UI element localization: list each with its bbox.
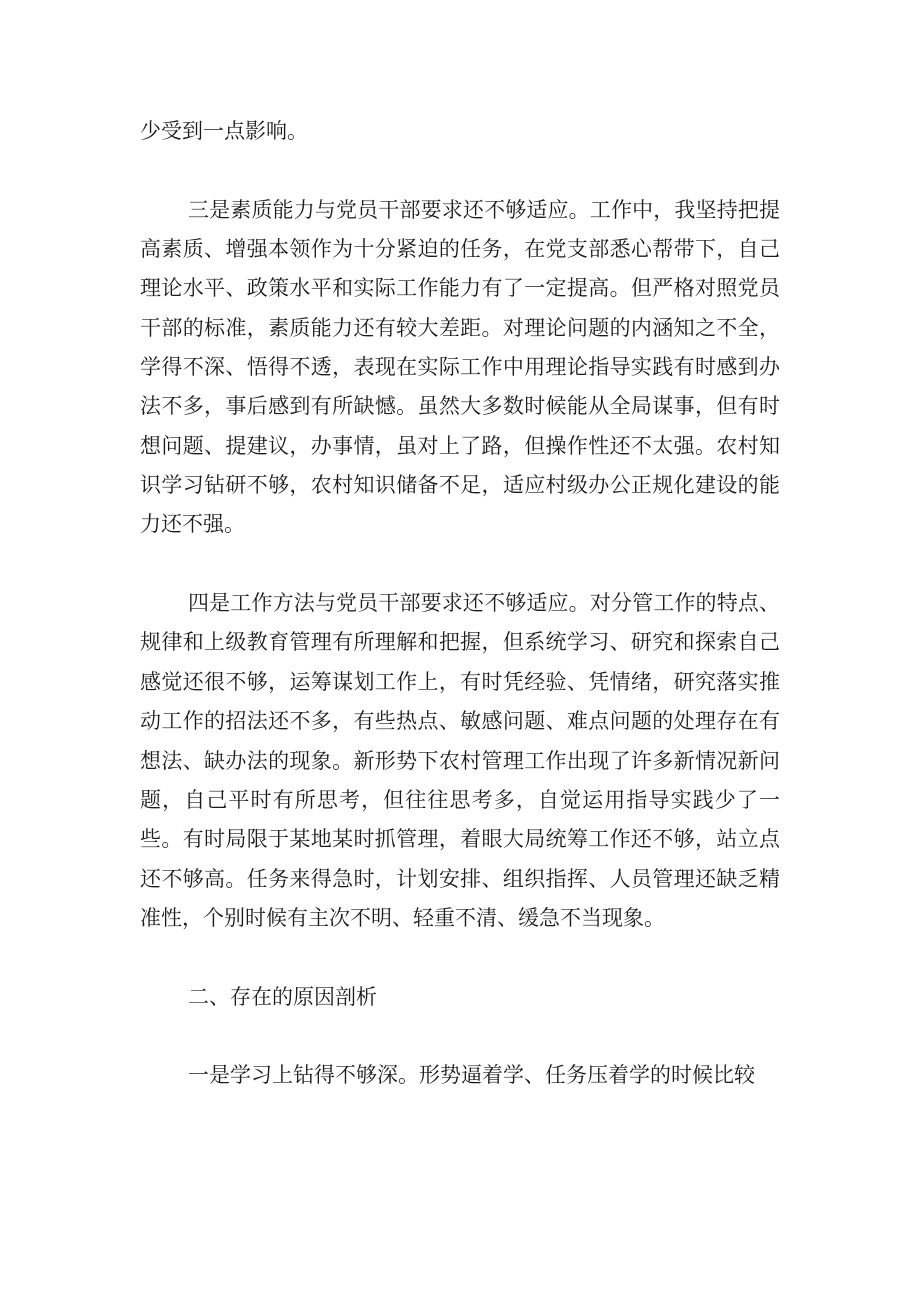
- paragraph-competence-gap: 三是素质能力与党员干部要求还不够适应。工作中，我坚持把提高素质、增强本领作为十分紧迫的任务，在党支部悉心帮带下，自己理论水平、政策水平和实际工作能力有了一定提高。但严格对照党员干部的标准，素质能力还有较大差距。对理论问题的内涵知之不全，学得不深、悟得不透，表现在实际工作中用理论指导实践有时感到办法不多，事后感到有所缺憾。虽然大多数时候能从全局谋事，但有时想问题、提建议，办事情，虽对上了路，但操作性还不太强。农村知识学习钻研不够，农村知识储备不足，适应村级办公正规化建设的能力还不强。: [140, 197, 780, 537]
- section-heading-cause-analysis: 二、存在的原因剖析: [188, 984, 377, 1009]
- document-body: [140, 112, 780, 1135]
- paragraph-work-method-gap: 四是工作方法与党员干部要求还不够适应。对分管工作的特点、规律和上级教育管理有所理解和把握，但系统学习、研究和探索自己感觉还很不够，运筹谋划工作上，有时凭经验、凭情绪，研究落实推动工作的招法还不多，有些热点、敏感问题、难点问题的处理存在有想法、缺办法的现象。新形势下农村管理工作出现了许多新情况新问题，自己平时有所思考，但往往思考多，自觉运用指导实践少了一些。有时局限于某地某时抓管理，着眼大局统筹工作还不够，站立点还不够高。任务来得急时，计划安排、组织指挥、人员管理还缺乏精准性，个别时候有主次不明、轻重不清、缓急不当现象。: [140, 591, 780, 930]
- paragraph-study-depth: 一是学习上钻得不够深。形势逼着学、任务压着学的时候比较: [188, 1063, 755, 1088]
- paragraph-continuation: 少受到一点影响。: [140, 119, 308, 143]
